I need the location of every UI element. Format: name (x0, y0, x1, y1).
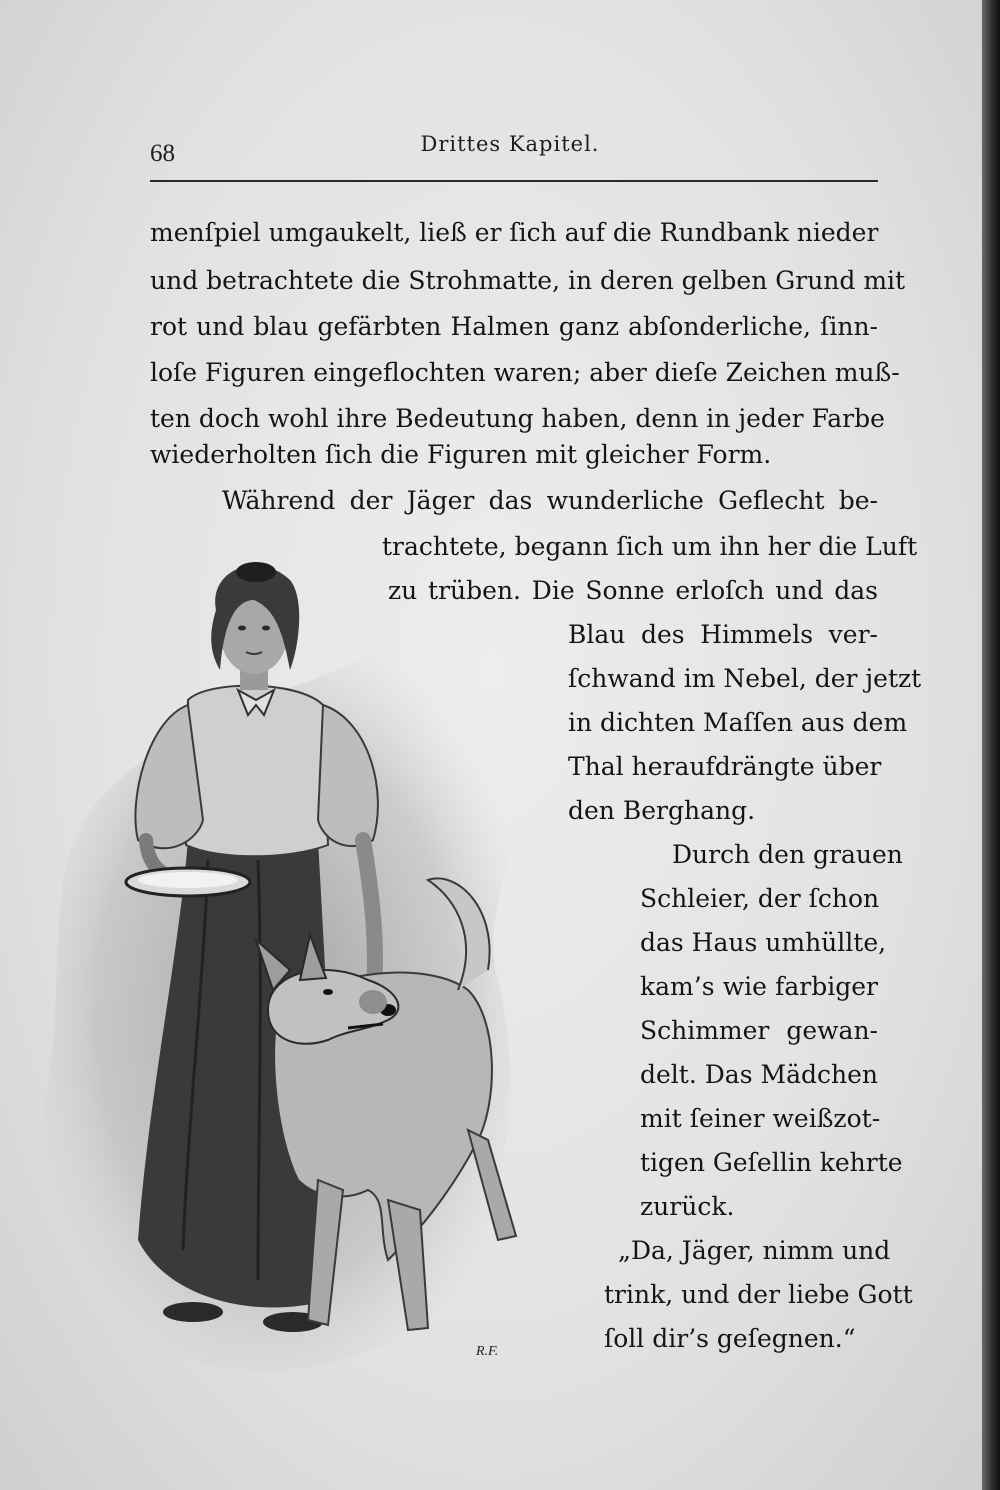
text-line-19: Schimmer gewan- (640, 1016, 878, 1045)
text-line-10: Blau des Himmels ver- (568, 620, 878, 649)
book-spine-shadow (982, 0, 1000, 1490)
text-line-24: „Da, Jäger, nimm und (618, 1236, 891, 1265)
text-line-14: den Berghang. (568, 796, 756, 825)
text-line-2: und betrachtete die Strohmatte, in deren gelben Grund mit (150, 266, 906, 295)
text-line-26: ſoll dir’s geſegnen.“ (604, 1324, 856, 1353)
text-line-21: mit ſeiner weißzot- (640, 1104, 881, 1133)
text-line-5: ten doch wohl ihre Bedeutung haben, denn in jeder Farbe (150, 404, 885, 433)
text-line-6: wiederholten ſich die Figuren mit gleicher Form. (150, 440, 772, 469)
text-line-20: delt. Das Mädchen (640, 1060, 878, 1089)
page-number: 68 (150, 140, 175, 167)
text-line-16: Schleier, der ſchon (640, 884, 880, 913)
text-line-12: in dichten Maſſen aus dem (568, 708, 908, 737)
text-line-18: kam’s wie farbiger (640, 972, 878, 1001)
running-head: Drittes Kapitel. (420, 132, 600, 156)
text-line-11: ſchwand im Nebel, der jetzt (568, 664, 922, 693)
text-line-13: Thal heraufdrängte über (568, 752, 882, 781)
header-rule (150, 180, 878, 182)
illustration-signature: R.F. (476, 1344, 499, 1359)
text-line-23: zurück. (640, 1192, 735, 1221)
illustration-girl-with-dog (28, 540, 588, 1420)
text-line-4: loſe Figuren eingeflochten waren; aber dieſe Zeichen muß- (150, 358, 900, 387)
text-line-1: menſpiel umgaukelt, ließ er ſich auf die Rundbank nieder (150, 218, 879, 247)
text-line-15: Durch den grauen (672, 840, 903, 869)
text-line-3: rot und blau gefärbten Halmen ganz abſonderliche, ſinn- (150, 312, 878, 341)
text-line-9: zu trüben. Die Sonne erloſch und das (388, 576, 878, 605)
text-line-7: Während der Jäger das wunderliche Geflecht be- (222, 486, 878, 515)
text-line-17: das Haus umhüllte, (640, 928, 887, 957)
text-line-8: trachtete, begann ſich um ihn her die Luft (382, 532, 918, 561)
text-line-22: tigen Geſellin kehrte (640, 1148, 903, 1177)
text-line-25: trink, und der liebe Gott (604, 1280, 913, 1309)
